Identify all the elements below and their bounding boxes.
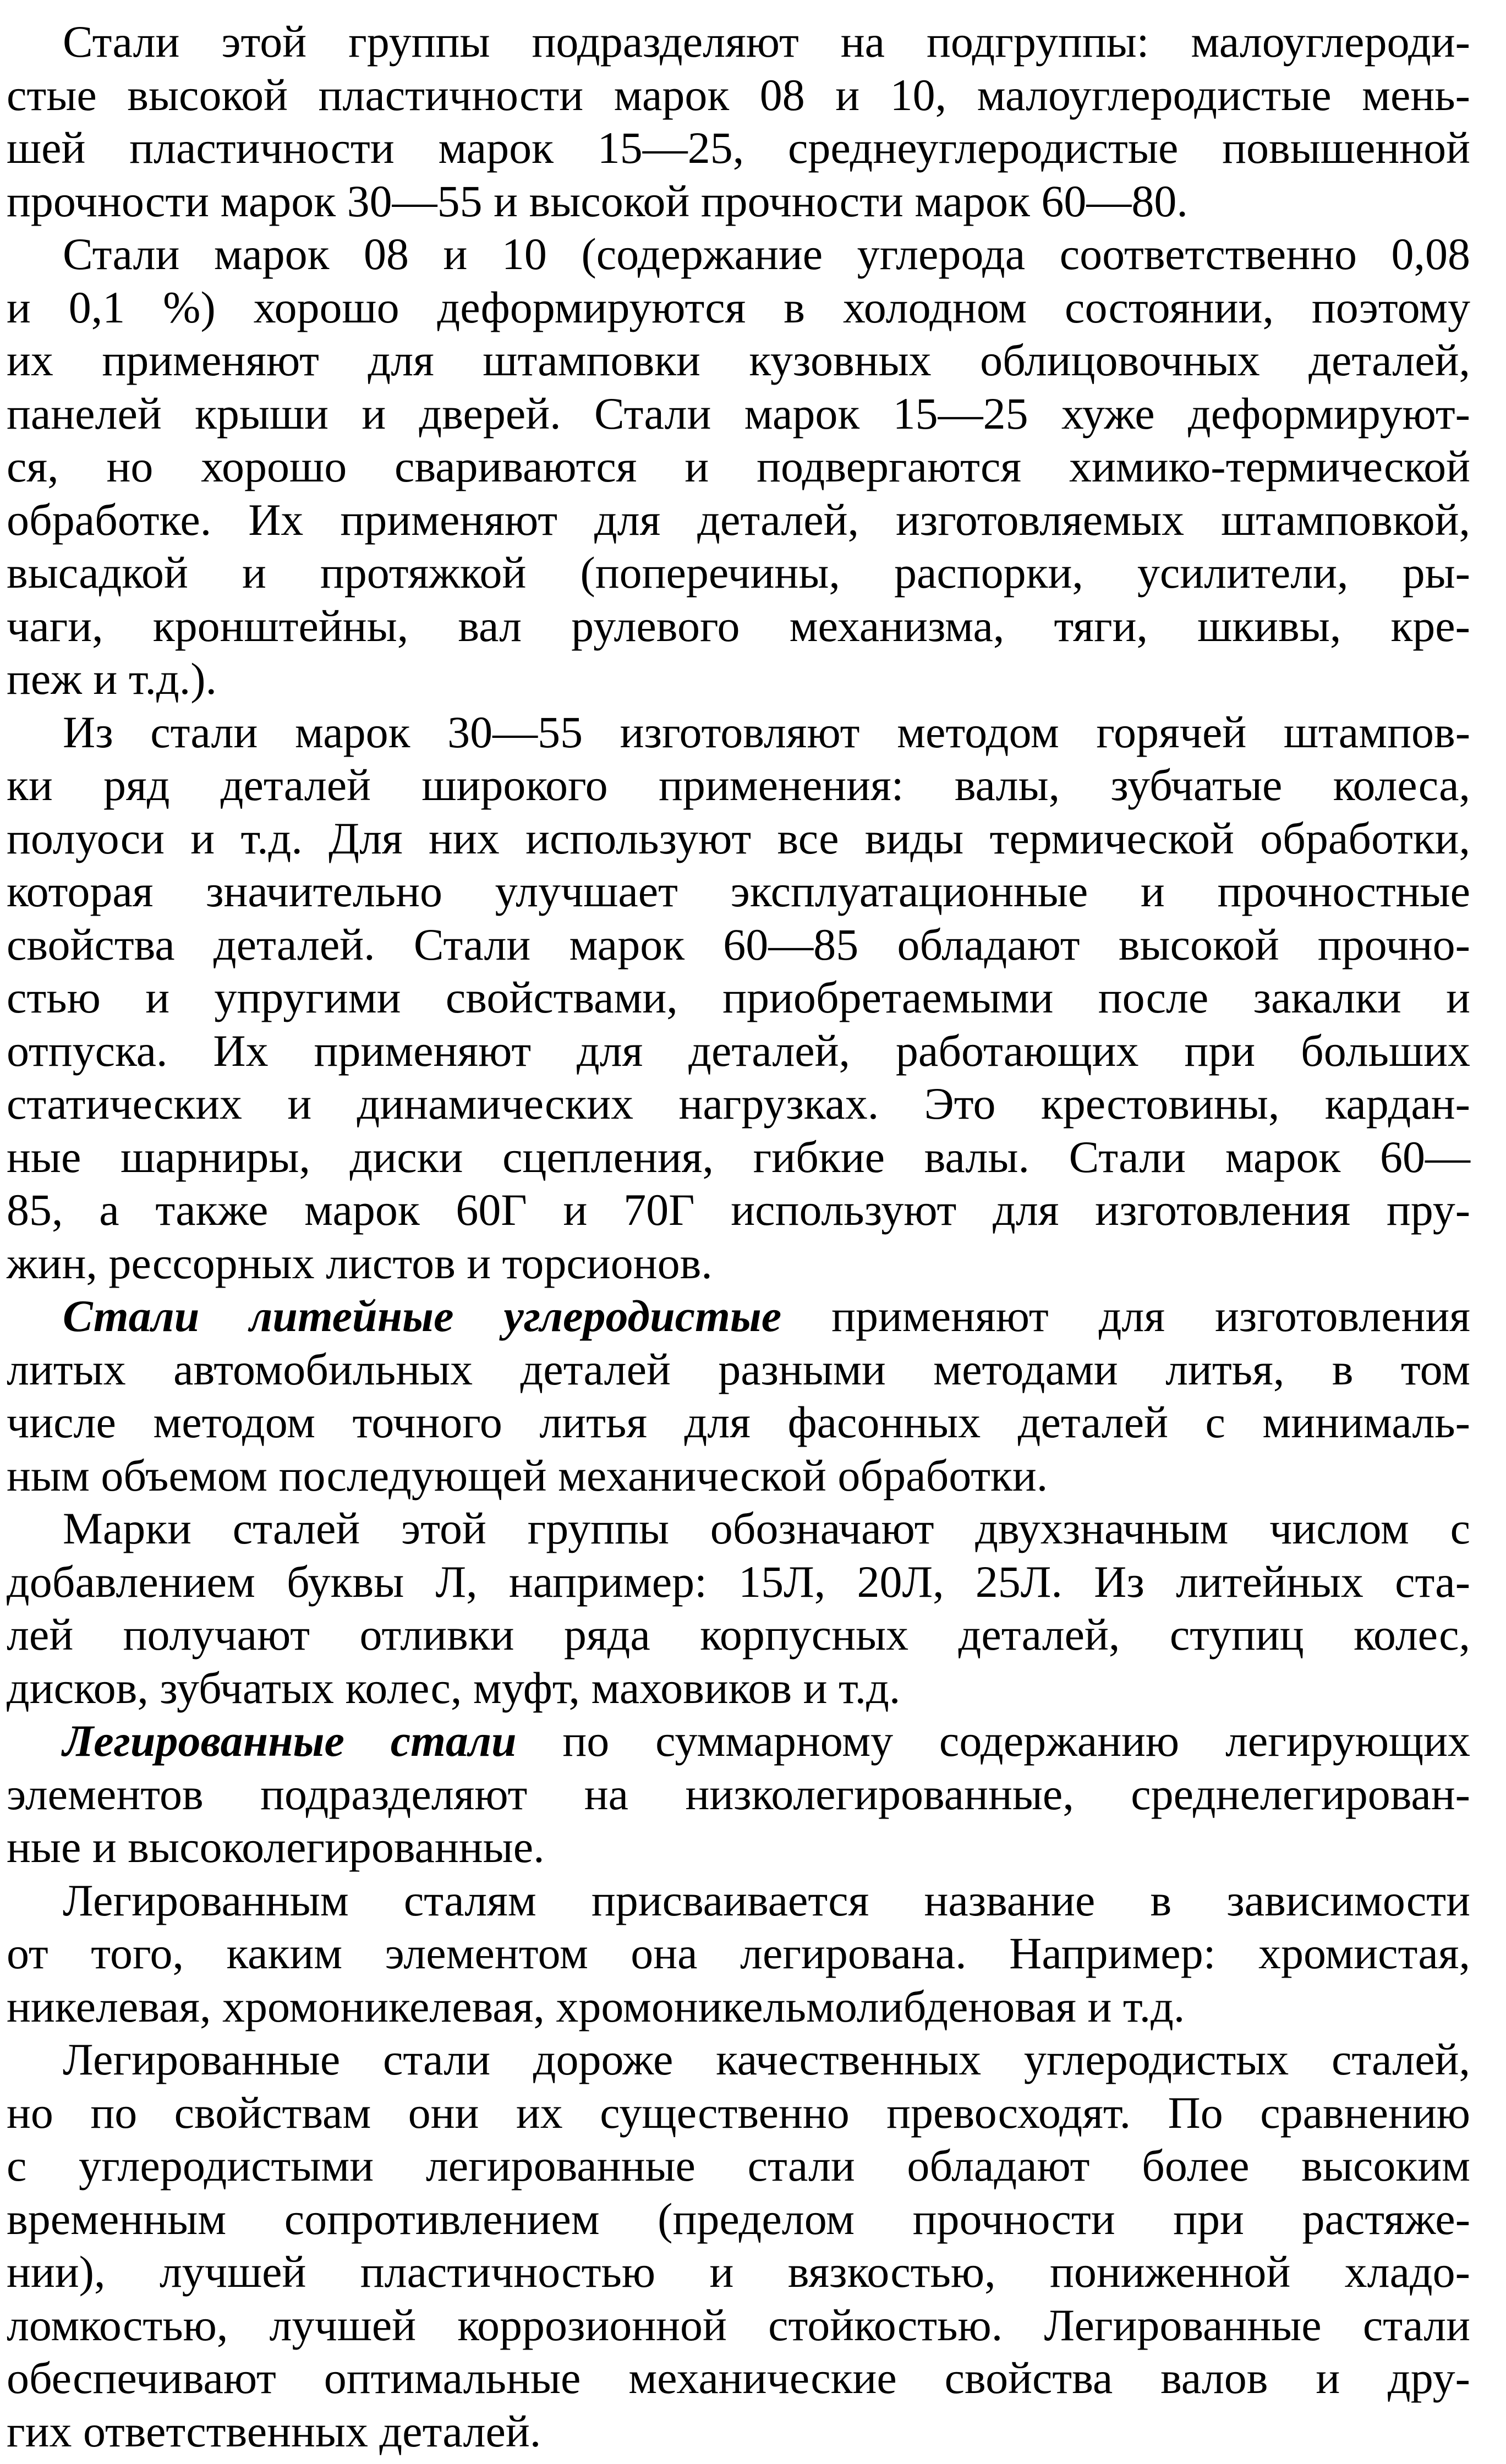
- text-line: [7, 1237, 1470, 1290]
- text-line: [7, 122, 1470, 175]
- line-text: ломкостью, лучшей коррозионной стойкостью. Легированные стали: [7, 2299, 1470, 2350]
- line-text: ся, но хорошо свариваются и подвергаются химико-термической: [7, 441, 1470, 491]
- line-text: ные шарниры, диски сцепления, гибкие валы. Стали марок 60—: [7, 1131, 1470, 1182]
- text-line: [7, 1608, 1470, 1662]
- line-text: обеспечивают оптимальные механические свойства валов и дру-: [7, 2353, 1470, 2403]
- text-line: [7, 2087, 1470, 2140]
- text-line: [7, 281, 1470, 335]
- line-text: Из стали марок 30—55 изготовляют методом горячей штампов-: [63, 707, 1470, 757]
- line-text: свойства деталей. Стали марок 60—85 обладают высокой прочно-: [7, 919, 1470, 970]
- line-text: Стали марок 08 и 10 (содержание углерода соответственно 0,08: [63, 229, 1470, 279]
- line-text: элементов подразделяют на низколегированные, среднелегирован-: [7, 1768, 1470, 1819]
- text-line: [7, 2193, 1470, 2246]
- text-line: [7, 1077, 1470, 1131]
- text-line: [7, 1396, 1470, 1449]
- line-text: литых автомобильных деталей разными методами литья, в том: [7, 1344, 1470, 1394]
- line-text: Легированным сталям присваивается название в зависимости: [63, 1875, 1470, 1925]
- text-line: [7, 653, 1470, 706]
- text-line: [7, 1715, 1470, 1768]
- text-line: [7, 1821, 1470, 1874]
- line-text: отпуска. Их применяют для деталей, работающих при больших: [7, 1025, 1470, 1076]
- text-line: [7, 971, 1470, 1025]
- text-line: [7, 1290, 1470, 1343]
- text-line: [7, 600, 1470, 653]
- line-text: по суммарному содержанию легирующих: [516, 1716, 1470, 1766]
- text-line: [7, 1874, 1470, 1928]
- text-line: [7, 918, 1470, 972]
- text-line: [7, 69, 1470, 122]
- text-line: [7, 2405, 1470, 2458]
- line-text: пеж и т.д.).: [7, 654, 217, 704]
- line-text: никелевая, хромоникелевая, хромоникельмолибденовая и т.д.: [7, 1981, 1185, 2032]
- text-line: [7, 1927, 1470, 1980]
- line-text: жин, рессорных листов и торсионов.: [7, 1238, 713, 1288]
- line-text: нии), лучшей пластичностью и вязкостью, пониженной хладо-: [7, 2247, 1470, 2297]
- text-line: [7, 1662, 1470, 1715]
- line-text: 85, а также марок 60Г и 70Г используют для изготовления пру-: [7, 1185, 1470, 1235]
- text-line: [7, 15, 1470, 69]
- text-line: [7, 2139, 1470, 2193]
- text-line: [7, 228, 1470, 281]
- text-line: [7, 1343, 1470, 1397]
- text-line: [7, 1502, 1470, 1556]
- text-line: [7, 1025, 1470, 1078]
- line-text: дисков, зубчатых колес, муфт, маховиков и т.д.: [7, 1662, 901, 1713]
- line-text: полуоси и т.д. Для них используют все виды термической обработки,: [7, 813, 1470, 863]
- line-text: гих ответственных деталей.: [7, 2406, 541, 2456]
- text-line: [7, 387, 1470, 441]
- line-text: которая значительно улучшает эксплуатационные и прочностные: [7, 866, 1470, 916]
- text-line: [7, 1980, 1470, 2034]
- text-line: [7, 546, 1470, 600]
- line-text: ным объемом последующей механической обработки.: [7, 1450, 1048, 1501]
- text-line: [7, 1131, 1470, 1184]
- line-text: Стали этой группы подразделяют на подгруппы: малоуглероди-: [63, 17, 1470, 67]
- emphasized-term: Стали литейные углеродистые: [63, 1291, 782, 1341]
- line-text: прочности марок 30—55 и высокой прочности марок 60—80.: [7, 176, 1188, 226]
- text-line: [7, 812, 1470, 866]
- line-text: чаги, кронштейны, вал рулевого механизма, тяги, шкивы, кре-: [7, 600, 1470, 651]
- text-line: [7, 865, 1470, 918]
- line-text: добавлением буквы Л, например: 15Л, 20Л, 25Л. Из литейных ста-: [7, 1556, 1470, 1607]
- text-line: [7, 759, 1470, 812]
- line-text: Марки сталей этой группы обозначают двухзначным числом с: [63, 1503, 1470, 1553]
- line-text: от того, каким элементом она легирована. Например: хромистая,: [7, 1928, 1470, 1978]
- text-line: [7, 175, 1470, 228]
- line-text: высадкой и протяжкой (поперечины, распорки, усилители, ры-: [7, 547, 1470, 598]
- line-text: лей получают отливки ряда корпусных деталей, ступиц колес,: [7, 1609, 1470, 1660]
- emphasized-term: Легированные стали: [63, 1716, 517, 1766]
- line-text: панелей крыши и дверей. Стали марок 15—25 хуже деформируют-: [7, 388, 1470, 439]
- line-text: числе методом точного литья для фасонных деталей с минималь-: [7, 1397, 1470, 1447]
- text-line: [7, 2352, 1470, 2405]
- text-line: [7, 494, 1470, 547]
- line-text: стью и упругими свойствами, приобретаемыми после закалки и: [7, 972, 1470, 1022]
- page-text: [7, 15, 1470, 2458]
- text-line: [7, 1184, 1470, 1237]
- text-line: [7, 2246, 1470, 2299]
- line-text: и 0,1 %) хорошо деформируются в холодном состоянии, поэтому: [7, 282, 1470, 332]
- line-text: обработке. Их применяют для деталей, изготовляемых штамповкой,: [7, 494, 1470, 545]
- line-text: с углеродистыми легированные стали обладают более высоким: [7, 2140, 1470, 2191]
- line-text: статических и динамических нагрузках. Это крестовины, кардан-: [7, 1078, 1470, 1129]
- line-text: временным сопротивлением (пределом прочности при растяже-: [7, 2193, 1470, 2244]
- line-text: ки ряд деталей широкого применения: валы, зубчатые колеса,: [7, 760, 1470, 810]
- text-line: [7, 706, 1470, 759]
- text-line: [7, 2299, 1470, 2352]
- line-text: но по свойствам они их существенно превосходят. По сравнению: [7, 2087, 1470, 2138]
- text-line: [7, 440, 1470, 494]
- line-text: стые высокой пластичности марок 08 и 10, малоуглеродистые мень-: [7, 69, 1470, 120]
- line-text: Легированные стали дороже качественных углеродистых сталей,: [63, 2034, 1470, 2084]
- text-line: [7, 1556, 1470, 1609]
- line-text: применяют для изготовления: [781, 1291, 1470, 1341]
- line-text: шей пластичности марок 15—25, среднеуглеродистые повышенной: [7, 123, 1470, 173]
- text-line: [7, 1449, 1470, 1503]
- line-text: ные и высоколегированные.: [7, 1822, 545, 1872]
- text-line: [7, 2033, 1470, 2087]
- line-text: их применяют для штамповки кузовных облицовочных деталей,: [7, 335, 1470, 385]
- text-line: [7, 1768, 1470, 1821]
- text-line: [7, 334, 1470, 387]
